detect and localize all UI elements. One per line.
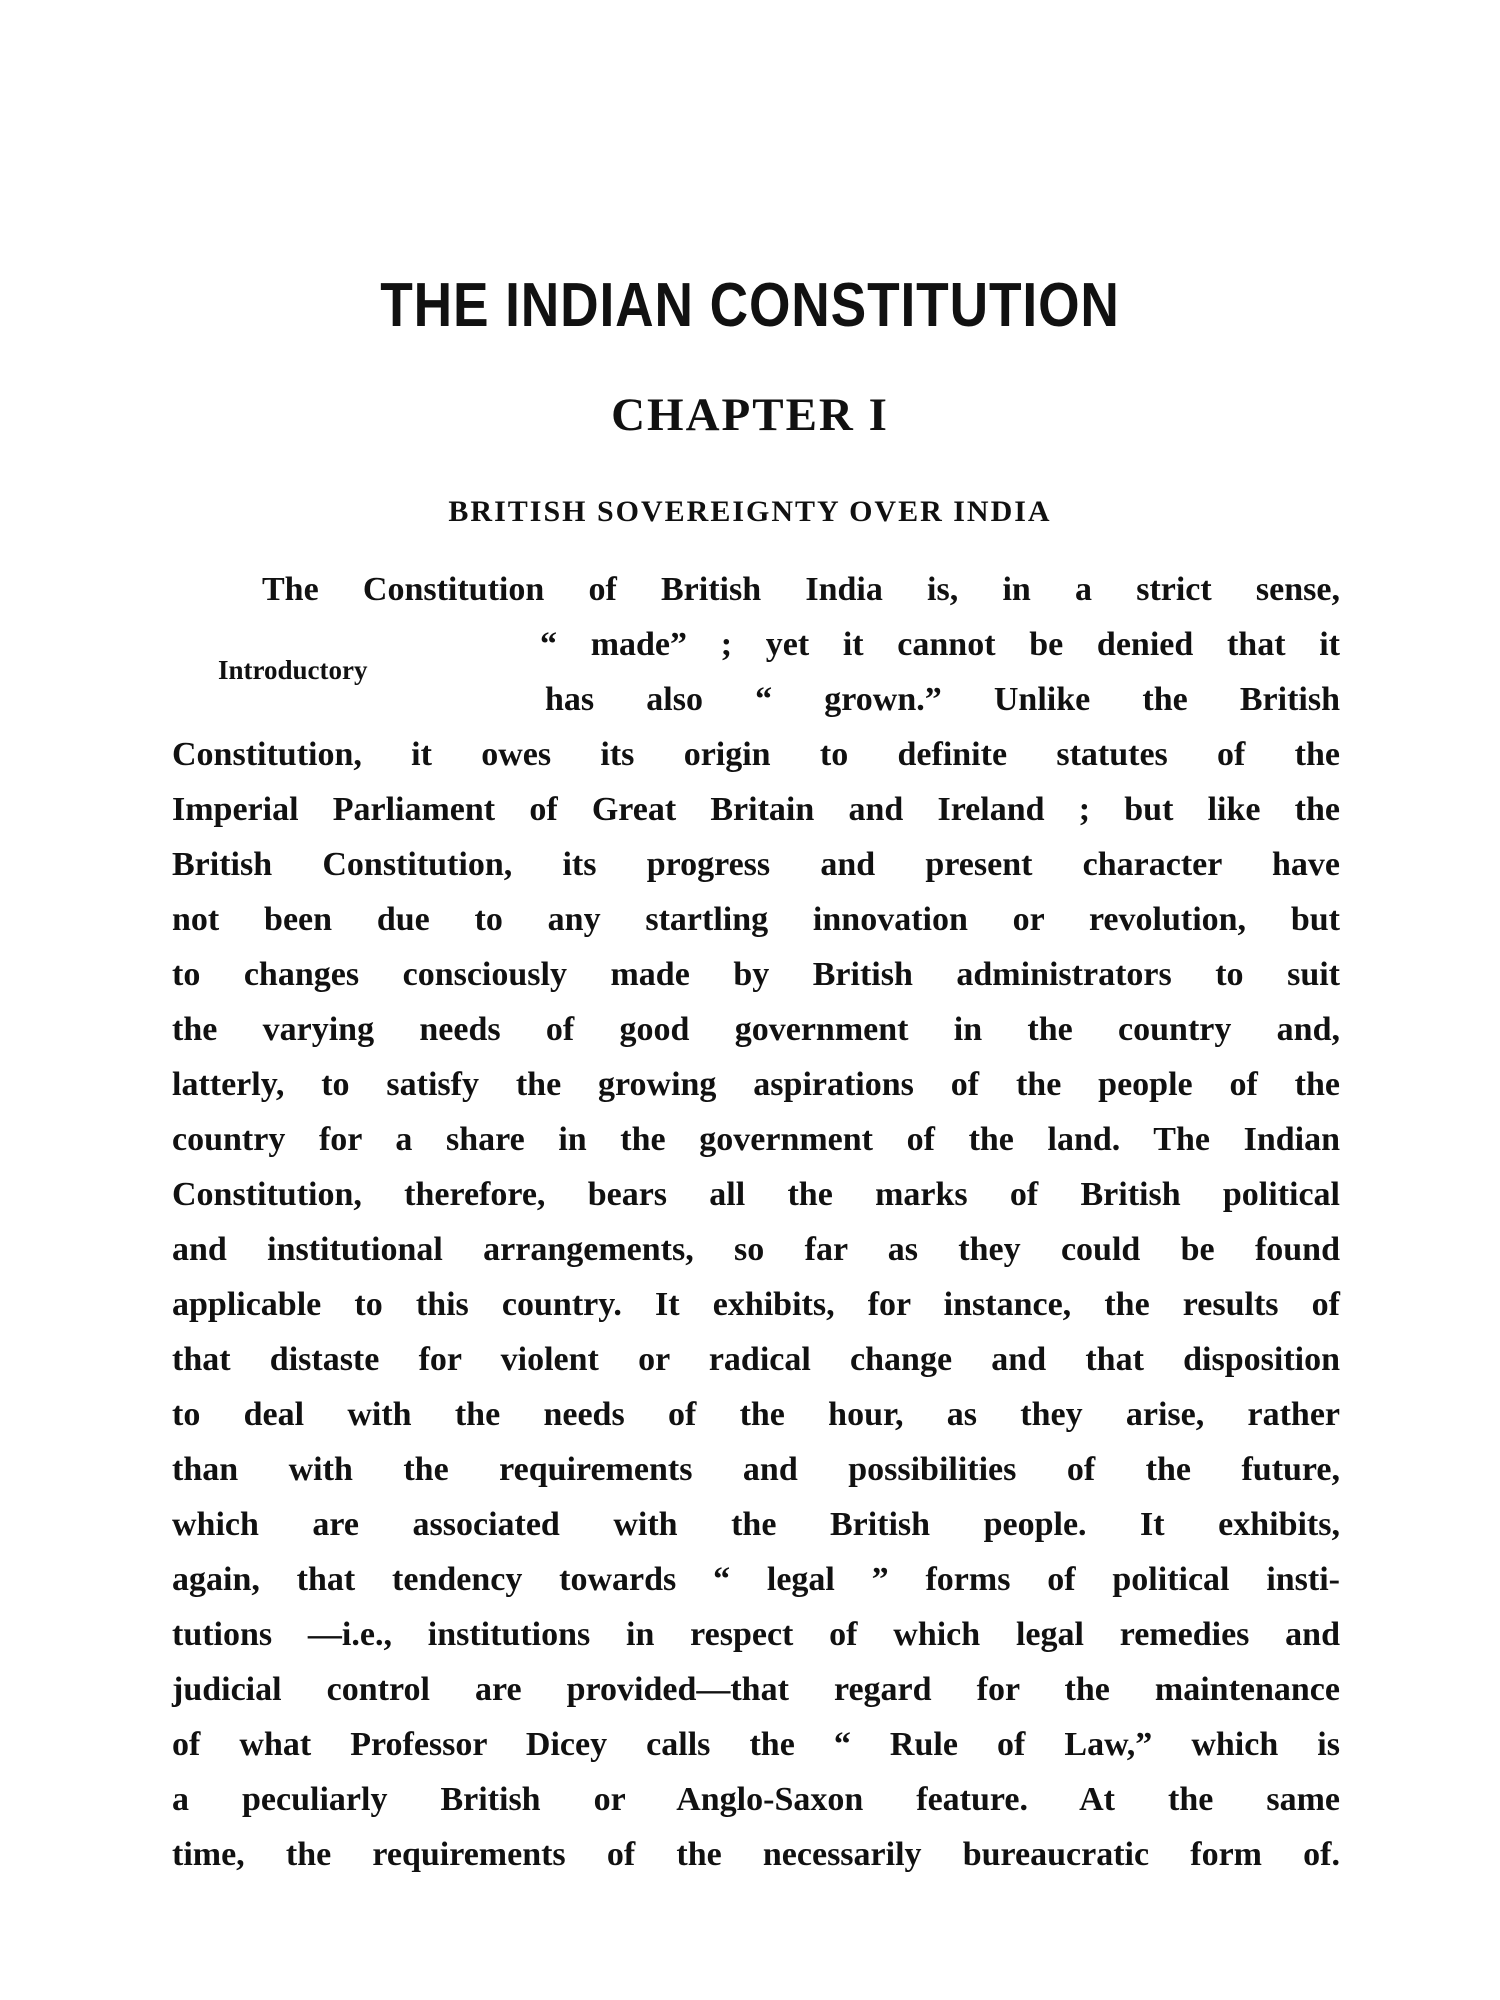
- paragraph-line: the varying needs of good government in the country and,: [172, 1011, 1340, 1048]
- paragraph-line: Imperial Parliament of Great Britain and Ireland ; but like the: [172, 791, 1340, 828]
- paragraph-line: tutions —i.e., institutions in respect of which legal remedies and: [172, 1616, 1340, 1653]
- chapter-title: CHAPTER I: [611, 389, 889, 441]
- paragraph-line: judicial control are provided—that regard for the maintenance: [172, 1671, 1340, 1708]
- side-note: Introductory: [218, 655, 368, 685]
- paragraph-line: latterly, to satisfy the growing aspirations of the people of the: [172, 1066, 1340, 1103]
- paragraph-line: not been due to any startling innovation or revolution, but: [172, 901, 1340, 938]
- paragraph-line: time, the requirements of the necessarily bureaucratic form of.: [172, 1836, 1340, 1873]
- paragraph-line: a peculiarly British or Anglo-Saxon feature. At the same: [172, 1781, 1340, 1818]
- paragraph-line: has also “ grown.” Unlike the British: [545, 681, 1340, 718]
- paragraph-line: and institutional arrangements, so far as they could be found: [172, 1231, 1340, 1268]
- paragraph-line: to deal with the needs of the hour, as they arise, rather: [172, 1396, 1340, 1433]
- paragraph-line: again, that tendency towards “ legal ” forms of political insti-: [172, 1561, 1340, 1598]
- paragraph-line: Constitution, therefore, bears all the marks of British political: [172, 1176, 1340, 1213]
- paragraph-line: British Constitution, its progress and present character have: [172, 846, 1340, 883]
- book-title: THE INDIAN CONSTITUTION: [380, 271, 1120, 340]
- paragraph-line: of what Professor Dicey calls the “ Rule of Law,” which is: [172, 1726, 1340, 1763]
- paragraph-line: that distaste for violent or radical change and that disposition: [172, 1341, 1340, 1378]
- paragraph-line: applicable to this country. It exhibits, for instance, the results of: [172, 1286, 1340, 1323]
- paragraph-line: which are associated with the British people. It exhibits,: [172, 1506, 1340, 1543]
- paragraph-line: “ made” ; yet it cannot be denied that it: [540, 626, 1340, 663]
- paragraph-line: country for a share in the government of the land. The Indian: [172, 1121, 1340, 1158]
- section-title: BRITISH SOVEREIGNTY OVER INDIA: [448, 495, 1052, 528]
- paragraph-line: than with the requirements and possibilities of the future,: [172, 1451, 1340, 1488]
- paragraph-line: Constitution, it owes its origin to definite statutes of the: [172, 736, 1340, 773]
- paragraph-line: to changes consciously made by British administrators to suit: [172, 956, 1340, 993]
- paragraph-line: The Constitution of British India is, in a strict sense,: [262, 571, 1340, 608]
